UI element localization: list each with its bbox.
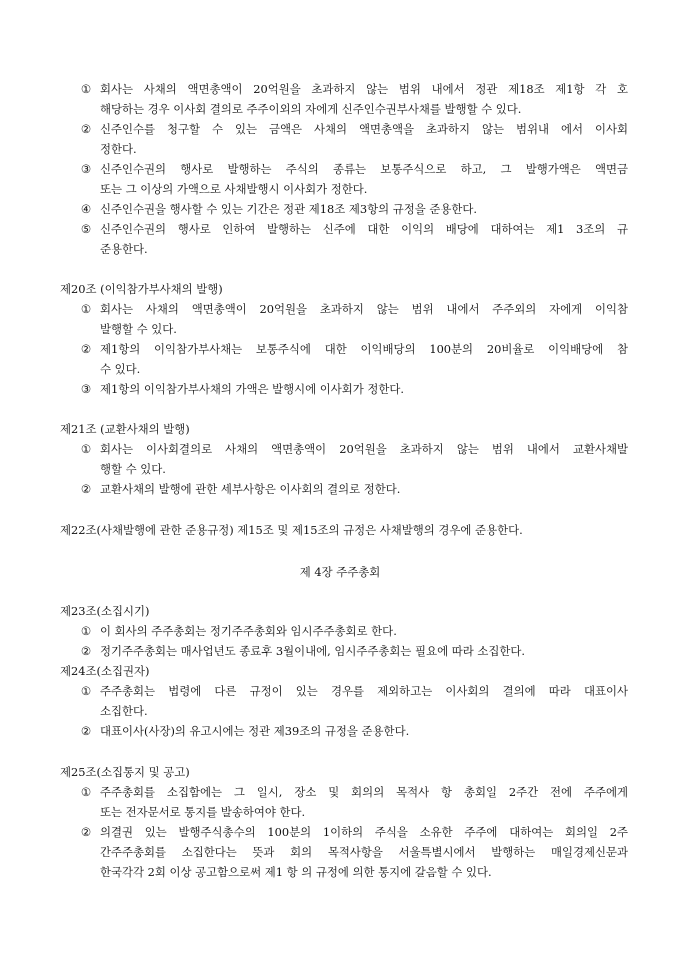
item-number: ② bbox=[80, 825, 92, 839]
chapter-title: 제 4장 주주총회 bbox=[299, 565, 381, 579]
item-line: 정한다. bbox=[100, 142, 137, 156]
item-line: 한국각각 2회 이상 공고함으로써 제1 항 의 규정에 의한 통지에 갈음할 수 있다. bbox=[100, 865, 492, 879]
item-line: 제1항의 이익참가부사채의 가액은 발행시에 이사회가 정한다. bbox=[100, 382, 405, 396]
item-line: 정기주주총회는 매사업년도 종료후 3월이내에, 임시주주총회는 필요에 따라 소집한다. bbox=[100, 644, 525, 658]
art20-item-2 bbox=[80, 339, 628, 379]
art21-item-2 bbox=[80, 479, 628, 499]
art20-heading: 제20조 (이익참가부사채의 발행) bbox=[60, 282, 223, 296]
item-number: ① bbox=[80, 302, 92, 316]
art21-item-1 bbox=[80, 439, 628, 479]
item-line: 제1항의 이익참가부사채는 보통주식에 대한 이익배당의 100분의 20비율로 이익배당에 참 bbox=[100, 342, 628, 356]
item-number: ⑤ bbox=[80, 222, 92, 236]
item-line: 신주인수권을 행사할 수 있는 기간은 정관 제18조 제3항의 규정을 준용한다. bbox=[100, 202, 478, 216]
item-line: 준용한다. bbox=[100, 242, 148, 256]
item-line: 주주총회는 법령에 다른 규정이 있는 경우를 제외하고는 이사회의 결의에 따라 대표이사 bbox=[100, 684, 628, 698]
item-number: ① bbox=[80, 442, 92, 456]
art25-heading: 제25조(소집통지 및 공고) bbox=[60, 765, 190, 779]
art23-heading: 제23조(소집시기) bbox=[60, 604, 150, 618]
item-line: 신주인수권의 행사로 인하여 발행하는 신주에 대한 이익의 배당에 대하여는 제1 3조의 규 bbox=[100, 222, 628, 236]
art21-heading: 제21조 (교환사채의 발행) bbox=[60, 422, 190, 436]
item-line: 이 회사의 주주총회는 정기주주총회와 임시주주총회로 한다. bbox=[100, 624, 397, 638]
item-number: ④ bbox=[80, 202, 92, 216]
item-line: 주주총회를 소집함에는 그 일시, 장소 및 회의의 목적사 항 총회일 2주간 전에 주주에게 bbox=[100, 785, 628, 799]
item-line: 대표이사(사장)의 유고시에는 정관 제39조의 규정을 준용한다. bbox=[100, 724, 410, 738]
art24-item-1 bbox=[80, 681, 628, 721]
art19-item-1 bbox=[80, 79, 628, 119]
art20-item-3 bbox=[80, 379, 628, 399]
item-number: ③ bbox=[80, 382, 92, 396]
item-line: 회사는 이사회결의로 사채의 액면총액이 20억원을 초과하지 않는 범위 내에서 교환사채발 bbox=[100, 442, 628, 456]
item-number: ① bbox=[80, 624, 92, 638]
art23-item-1 bbox=[80, 621, 628, 641]
item-number: ① bbox=[80, 785, 92, 799]
item-number: ② bbox=[80, 724, 92, 738]
item-line: 발행할 수 있다. bbox=[100, 322, 177, 336]
item-number: ③ bbox=[80, 162, 92, 176]
art24-item-2 bbox=[80, 721, 628, 741]
item-line: 신주인수를 청구할 수 있는 금액은 사채의 액면총액을 초과하지 않는 범위내 에서 이사회 bbox=[100, 122, 628, 136]
art19-item-3 bbox=[80, 159, 628, 199]
art25-item-1 bbox=[80, 782, 628, 822]
item-line: 의결권 있는 발행주식총수의 100분의 1이하의 주식을 소유한 주주에 대하여는 회의일 2주 bbox=[100, 825, 628, 839]
item-line: 또는 그 이상의 가액으로 사채발행시 이사회가 정한다. bbox=[100, 182, 368, 196]
item-line: 소집한다. bbox=[100, 704, 148, 718]
art19-item-5 bbox=[80, 219, 628, 259]
item-number: ① bbox=[80, 684, 92, 698]
art20-item-1 bbox=[80, 299, 628, 339]
item-line: 교환사채의 발행에 관한 세부사항은 이사회의 결의로 정한다. bbox=[100, 482, 401, 496]
item-line: 회사는 사채의 액면총액이 20억원을 초과하지 않는 범위 내에서 정관 제18조 제1항 각 호 bbox=[100, 82, 628, 96]
art19-item-4 bbox=[80, 199, 628, 219]
item-number: ② bbox=[80, 644, 92, 658]
item-line: 해당하는 경우 이사회 결의로 주주이외의 자에게 신주인수권부사채를 발행할 수 있다. bbox=[100, 102, 522, 116]
art22-heading: 제22조(사채발행에 관한 준용규정) 제15조 및 제15조의 규정은 사채발행의 경우에 준용한다. bbox=[60, 523, 523, 537]
art19-item-2 bbox=[80, 119, 628, 159]
item-line: 행할 수 있다. bbox=[100, 462, 166, 476]
item-line: 수 있다. bbox=[100, 362, 141, 376]
art24-heading: 제24조(소집권자) bbox=[60, 664, 150, 678]
item-line: 회사는 사채의 액면총액이 20억원을 초과하지 않는 범위 내에서 주주외의 자에게 이익참 bbox=[100, 302, 628, 316]
art25-item-2 bbox=[80, 822, 628, 882]
item-number: ① bbox=[80, 82, 92, 96]
art23-item-2 bbox=[80, 641, 628, 661]
item-line: 간주주총회를 소집한다는 뜻과 회의 목적사항을 서울특별시에서 발행하는 매일경제신문과 bbox=[100, 845, 628, 859]
item-number: ② bbox=[80, 342, 92, 356]
item-number: ② bbox=[80, 482, 92, 496]
item-number: ② bbox=[80, 122, 92, 136]
item-line: 또는 전자문서로 통지를 발송하여야 한다. bbox=[100, 805, 306, 819]
item-line: 신주인수권의 행사로 발행하는 주식의 종류는 보통주식으로 하고, 그 발행가액은 액면금 bbox=[100, 162, 628, 176]
